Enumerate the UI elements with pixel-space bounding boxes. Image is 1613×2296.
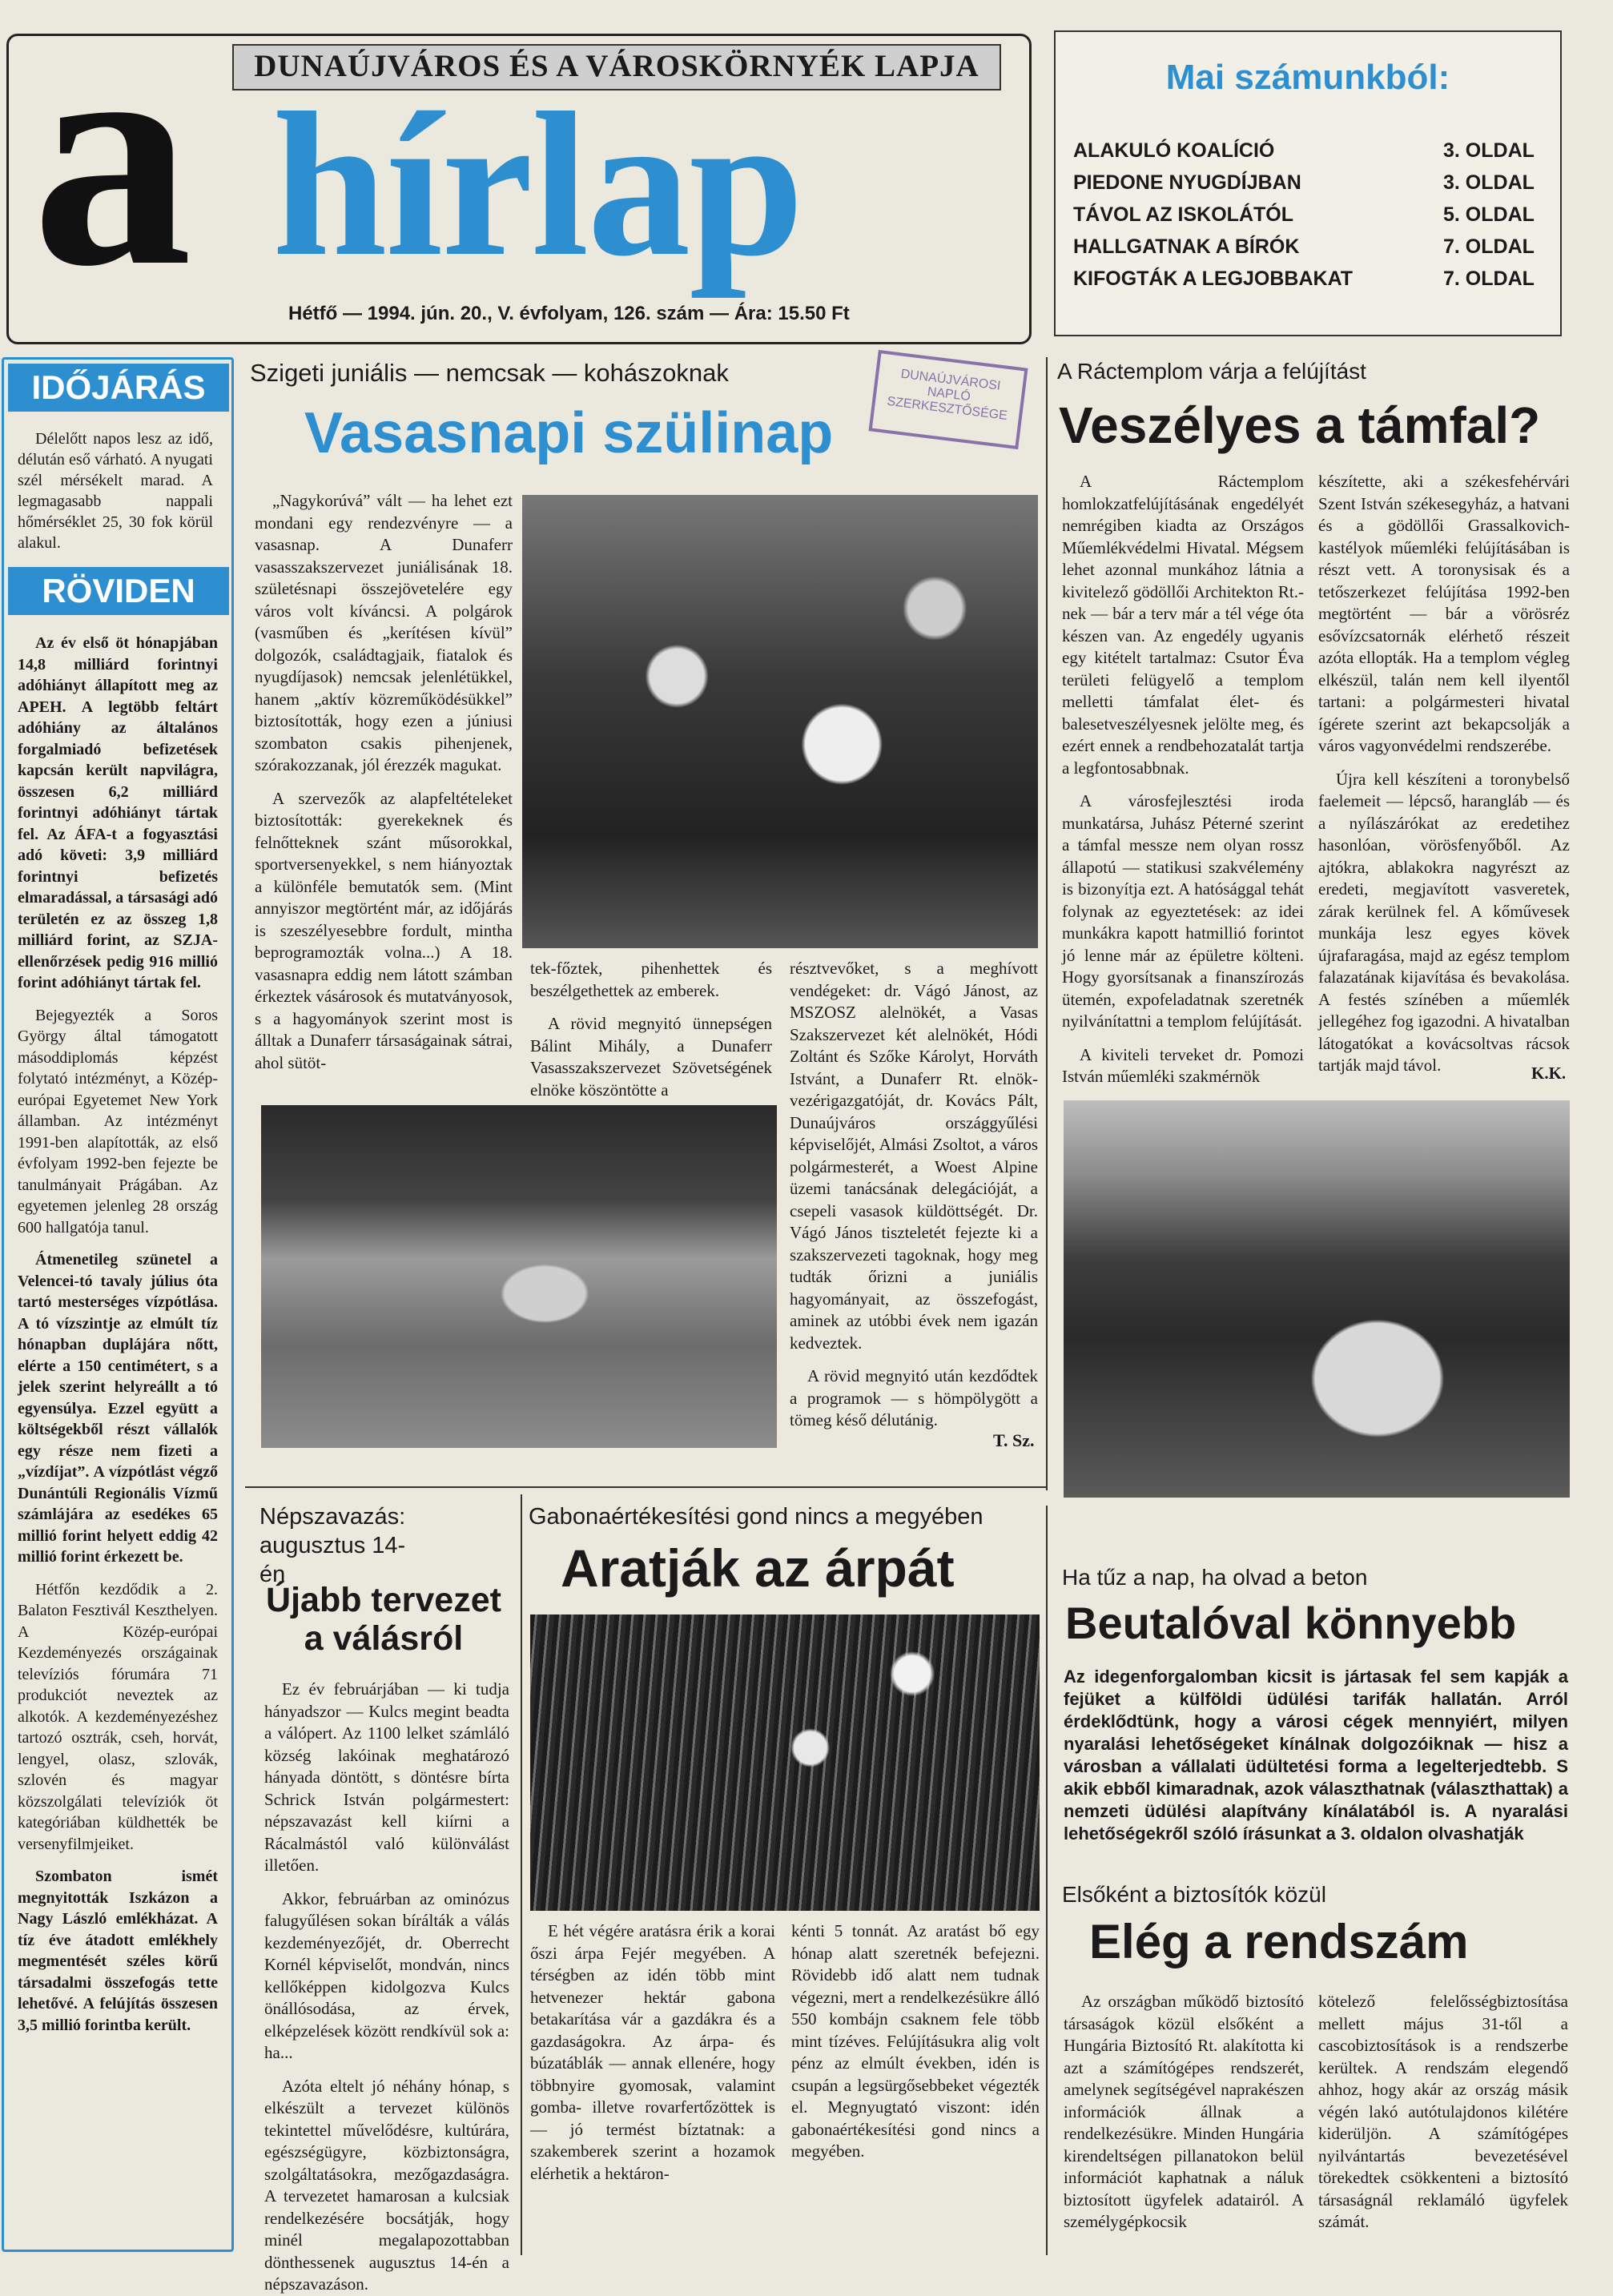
contents-item-page: 3. OLDAL bbox=[1443, 171, 1535, 194]
contents-item-page: 3. OLDAL bbox=[1443, 139, 1535, 162]
main-headline: Vasasnapi szülinap bbox=[304, 401, 834, 465]
brief-item: Bejegyezték a Soros György által támogatott másoddiplomás képzést folytató intézményt, a Közép-európai Egyetemet New York államban. Az intézményt 1991-ben alapították, az első évfolyam 1992-ben fejezte be tanulmányait Prágában. Az egyetemen jelenleg 28 ország 600 hallgatója tanul. bbox=[18, 1006, 218, 1236]
harvest-col2 bbox=[791, 1920, 1040, 2163]
insurance-col1 bbox=[1064, 1991, 1304, 2234]
main-paragraph: A szervezők az alapfeltételeket biztosították: gyerekeknek és felnőtteknek szánt műsorokkal, sportversenyekkel, s nem hiányoztak a különféle bemutatók sem. (Mint annyiszor megtörtént már, az időjárás is szeszélyesebbre fordult, mintha beprogramozták volna...) A 18. vasasnapra eddig nem látott számban érkeztek vásárosok és mutatványosok, s a hagyományok szerint most is álltak a Dunaferr társaságainak sátrai, ahol sütöt- bbox=[255, 788, 513, 1072]
insurance-paragraph: Az országban működő biztosító társaságok közül elsőként a Hungária Biztosító Rt. alakította ki azt a számítógépes rendszerét, amelynek segítségével naprakészen információk állnak a rendelkezésükre. Minden Hungária kirendeltségen pillanatokon belül információt kaphatnak a náluk biztosított ügyfelek adatairól. A személygépkocsik bbox=[1064, 1992, 1304, 2231]
vote-paragraph: Ez év februárjában — ki tudja hányadszor — Kulcs megint beadta a válópert. Az 1100 lelket számláló község lakóinak meghatározó hányada döntött, s döntésre bírta Schrick István polgármestert: népszavazást kell kiírni a Rácalmástól való különválást illetően. bbox=[264, 1679, 509, 1875]
church-photo bbox=[1064, 1100, 1570, 1498]
insurance-headline: Elég a rendszám bbox=[1089, 1915, 1469, 1968]
juniales-photo bbox=[522, 495, 1038, 948]
main-col3 bbox=[790, 958, 1038, 1432]
stamp-text: DUNAÚJVÁROSI NAPLÓ SZERKESZTŐSÉGE bbox=[886, 367, 1008, 424]
church-paragraph: készítette, aki a székesfehérvári Szent István székesegyház, a hatvani és a gödöllői Grassalkovich-kastélyok műemléki felújításában is részt vett. A toronysisak és a tetőszerkezet felújítása 1992-ben megtörtént — bár a vörösréz esővízcsatornák elérhető részeit azóta ellopták. Ha a templom végleg elkészül, talán nem kell ilyentől tartani: a polgármesteri hivatal ígérete szerint azt bekapcsolják a város vagyonvédelmi rendszerébe. bbox=[1318, 472, 1570, 755]
insurance-paragraph: kötelező felelősségbiztosítása mellett május 31-től a cascobiztosítások is a rendszerbe kerültek. A rendszám elegendő ahhoz, hogy akár az ország másik végén lakó autótulajdonos kilétére kiderüljön. A számítógépes nyilvántartás bevezetésével törekedtek csökkenteni a biztosító társaságnál reklamáló ügyfelek számát. bbox=[1318, 1992, 1568, 2231]
logo-word: hírlap bbox=[272, 70, 802, 299]
brief-item: Hétfőn kezdődik a 2. Balaton Fesztivál Keszthelyen. A Közép-európai Kezdeményezés országainak televíziós fórumára 71 produkciót neveztek az alkotók. A kezdeményezéshez tartozó osztrák, cseh, horvát, lengyel, olasz, szlovák, szlovén és magyar közszolgálati televíziók öt kategóriában küldhették be versenyfilmjeiket. bbox=[18, 1580, 218, 1853]
main-paragraph: „Nagykorúvá” vált — ha lehet ezt mondani egy rendezvényre — a vasasnap. A Dunaferr vasasszakszervezet juniálisának 18. születésnapi összejövetelére egy város volt kíváncsi. A polgárok (vasműben és „kerítésen kívül” dolgozók, családtagjaik, fiatalok és nyugdíjasok) nemcsak jelenlétükkel, hanem „aktív közreműködésükkel” biztosították, hogy ezen a júniusi szombaton csakis pihenjenek, szórakozzanak, jól érezzék magukat. bbox=[255, 491, 513, 774]
main-byline: T. Sz. bbox=[993, 1430, 1035, 1450]
weather-heading: IDŐJÁRÁS bbox=[8, 364, 229, 412]
contents-list bbox=[1073, 139, 1554, 300]
brief-list bbox=[18, 633, 218, 2036]
harvest-paragraph: kénti 5 tonnát. Az aratást bő egy hónap alatt szeretnék befejezni. Rövidebb idő alatt nem tudnak végezni, mert a rendelkezésükre álló 550 kombájn csaknem fele több mint tízéves. Felújításukra alig volt pénz az elmúlt években, idén is csupán a legsürgősebbeket végezték el. Megnyugtató viszont: idén gabonaértékesítési gond nincs a megyében. bbox=[791, 1921, 1040, 2161]
vote-headline: Újabb tervezet a válásról bbox=[266, 1581, 501, 1658]
contents-item[interactable] bbox=[1073, 171, 1554, 203]
column-rule bbox=[1046, 357, 1048, 1490]
contents-item[interactable] bbox=[1073, 203, 1554, 235]
insurance-col2 bbox=[1318, 1991, 1568, 2234]
logo-letter-a: a bbox=[32, 0, 192, 332]
contents-item-page: 5. OLDAL bbox=[1443, 203, 1535, 226]
contents-item[interactable] bbox=[1073, 267, 1554, 300]
travel-kicker: Ha tűz a nap, ha olvad a beton bbox=[1062, 1565, 1368, 1590]
church-paragraph: A kiviteli terveket dr. Pomozi István műemléki szakmérnök bbox=[1062, 1044, 1304, 1086]
church-kicker: A Ráctemplom várja a felújítást bbox=[1057, 359, 1366, 384]
brief-item: Átmenetileg szünetel a Velencei-tó tavaly július óta tartó mesterséges vízpótlása. A tó vízszintje az elmúlt tíz hónapban duplájára nőtt, elérte a 150 centimétert, s a jelek szerint helyreállt a tó egyensúlya. Ezzel együtt a költségekből részt vállalók egy része nem fizeti a „vízdíjat”. A vízpótlást végző Dunántúli Regionális Vízmű számlájára az esedékes 65 millió forint helyett eddig 42 millió forint érkezett be. bbox=[18, 1251, 218, 1566]
contents-item-title: ALAKULÓ KOALÍCIÓ bbox=[1073, 139, 1275, 162]
main-col2 bbox=[530, 958, 772, 1101]
main-paragraph: résztvevőket, s a meghívott vendégeket: dr. Vágó Jánost, az MSZOSZ alelnökét, a Vasas Szakszervezet két alelnökét, Hódi Zoltánt és Szőke Károlyt, Horváth Istvánt, a Dunaferr Rt. elnök-vezérigazgatóját, dr. Kovács Pált, Dunaújváros országgyűlési képviselőjét, Almási Zsoltot, a város polgármesterét, a Woest Alpine üzemi tanácsának delegációját, a csepeli vasasok küldöttségét. Dr. Vágó János tiszteletét fejezte ki a szakszervezeti tagoknak, hogy meg tudták őrizni a juniális hagyományait, az összefogást, aminek az utóbbi évek nem igazán kedveztek. bbox=[790, 959, 1038, 1353]
contents-item[interactable] bbox=[1073, 235, 1554, 267]
church-col2 bbox=[1318, 471, 1570, 1077]
brief-item: Az év első öt hónapjában 14,8 milliárd forintnyi adóhiányt állapított meg az APEH. A legtöbb feltárt adóhiány az általános forgalmiadó befizetések kapcsán került napvilágra, összesen 6,2 milliárd forintnyi adóhiányt tártak fel. Az ÁFA-t a fogyasztási adó követi: 3,9 milliárd forintnyi befizetés elmaradással, a társasági adó területén ez az összeg 1,8 milliárd forint, az SZJA-ellenőrzések pedig 916 millió forint adóhiányt tártak fel. bbox=[18, 634, 218, 991]
church-paragraph: Újra kell készíteni a toronybelső faelemeit — lépcső, harangláb — és a nyílászárókat az eredetihez hasonlóan, vörösfenyőből. Az ajtókra, ablakokra nagyrészt az eredeti, megjavított vasveretek, zárak kerülnek fel. A kőművesek munkája lesz egyes kövek újrafaragása, majd az egész templom falazatának kijavítása és bevakolása. A festés színében a műemlék jellegéhez fog igazodni. A hivatalban látogatókat a kovácsoltvas rácsok tartják majd távol. bbox=[1318, 769, 1570, 1075]
travel-headline: Beutalóval könnyebb bbox=[1065, 1598, 1517, 1648]
main-col1 bbox=[255, 490, 513, 1074]
church-paragraph: A Ráctemplom homlokzatfelújításának engedélyét nemrégiben kiadta az Országos Műemlékvédelmi Hivatal. Mégsem lehet azonnal munkához látnia a kivitelező gödöllői Architekton Rt.-nek — bár a terv már a tél vége óta készen van. Az engedély ugyanis egy kitételt tartalmaz: Csutor Éva területi felügyelő a templom melletti támfalat élet- és balesetveszélyesnek jelölte meg, és ezért ennek a rendbehozatalát tartja a legfontosabbnak. bbox=[1062, 472, 1304, 778]
vote-paragraph: Akkor, februárban az ominózus falugyűlésen sokan bírálták a válás kezdeményezőjét, dr. Oberrecht Kornél képviselőt, mondván, nincs kellőképpen kidolgozva Kulcs önállósodása, az érvek, elképzelések között rendkívül sok a: ha... bbox=[264, 1888, 509, 2062]
harvest-col1 bbox=[530, 1920, 775, 2185]
weather-text bbox=[18, 428, 213, 553]
church-paragraph: A városfejlesztési iroda munkatársa, Juhász Péterné szerint a támfal messze nem olyan rossz állapotú — statikusi szakvélemény is bizonyítja ezt. A hatósággal tehát folynak az egyeztetések: az idei munkákra kapott hatmillió forintot jó lenne már az épületre költeni. Hogy gyorsítsanak a finanszírozás ütemén, expofeladatnak szeretnék nyilvánítattni a templom felújítását. bbox=[1062, 791, 1304, 1031]
contents-item-title: KIFOGTÁK A LEGJOBBAKAT bbox=[1073, 267, 1354, 290]
section-rule bbox=[245, 1486, 1046, 1488]
vote-paragraph: Azóta eltelt jó néhány hónap, s elkészült a tervezet különös tekintettel művelődésre, kultúrára, egészségügyre, közbiztonságra, szolgáltatásokra, mezőgazdaságra. A tervezetet hamarosan a kulcsiak rendelkezésére bocsátják, hogy minél megalapozottabban dönthessenek augusztus 14-én a népszavazáson. bbox=[264, 2076, 509, 2294]
contents-item-title: TÁVOL AZ ISKOLÁTÓL bbox=[1073, 203, 1293, 226]
church-col1 bbox=[1062, 471, 1304, 1088]
vote-body bbox=[264, 1679, 509, 2296]
contents-item-page: 7. OLDAL bbox=[1443, 267, 1535, 290]
vote-kicker: Népszavazás: augusztus 14-én bbox=[259, 1504, 406, 1587]
contents-item-title: HALLGATNAK A BÍRÓK bbox=[1073, 235, 1300, 258]
church-byline: K.K. bbox=[1531, 1064, 1567, 1083]
issue-line: Hétfő — 1994. jún. 20., V. évfolyam, 126. szám — Ára: 15.50 Ft bbox=[288, 303, 850, 324]
contents-item-page: 7. OLDAL bbox=[1443, 235, 1535, 258]
harvest-headline: Aratják az árpát bbox=[561, 1538, 955, 1598]
main-paragraph: A rövid megnyitó után kezdődtek a programok — s hömpölygött a tömeg késő délutánig. bbox=[790, 1366, 1038, 1429]
insurance-kicker: Elsőként a biztosítók közül bbox=[1062, 1882, 1326, 1907]
contents-heading: Mai számunkból: bbox=[1165, 58, 1450, 97]
contents-item-title: PIEDONE NYUGDÍJBAN bbox=[1073, 171, 1301, 194]
tagline-text: DUNAÚJVÁROS ÉS A VÁROSKÖRNYÉK LAPJA bbox=[254, 49, 979, 83]
weather-paragraph: Délelőtt napos lesz az idő, délután eső várható. A nyugati szél mérsékelt marad. A legmagasabb nappali hőmérséklet 25, 30 fok körül alakul. bbox=[18, 430, 213, 552]
harvest-paragraph: E hét végére aratásra érik a korai őszi árpa Fejér megyében. A térségben az idén több mint hetvenezer hektár gabona betakarítása vár a gazdákra és a gazdaságokra. Az árpa- és búzatáblák — annak ellenére, hogy többnyire gyomosak, valamint gomba- illetve rovarfertőzöttek is — jó termést bíztatnak: a szakemberek szerint a hozamok elérhetik a hektáron- bbox=[530, 1921, 775, 2183]
main-kicker: Szigeti juniális — nemcsak — kohászoknak bbox=[250, 359, 729, 387]
contents-item[interactable] bbox=[1073, 139, 1554, 171]
festival-crowd-photo bbox=[261, 1105, 777, 1448]
main-paragraph: A rövid megnyitó ünnepségen Bálint Mihály, a Dunaferr Vasasszakszervezet Szövetségének elnöke köszöntötte a bbox=[530, 1014, 772, 1100]
brief-item: Szombaton ismét megnyitották Iszkázon a Nagy László emlékházat. A tíz éve átadott emlékhely megmentését széles körű társadalmi összefogás tette lehetővé. A felújítás összesen 3,5 millió forintba került. bbox=[18, 1868, 218, 2034]
wheat-photo bbox=[530, 1614, 1040, 1911]
harvest-kicker: Gabonaértékesítési gond nincs a megyében bbox=[529, 1504, 983, 1530]
column-rule bbox=[521, 1494, 522, 2255]
church-headline: Veszélyes a támfal? bbox=[1059, 396, 1541, 454]
column-rule bbox=[1046, 1506, 1048, 2255]
travel-lead: Az idegenforgalomban kicsit is jártasak fel sem kapják a fejüket a külföldi üdülési tarifák hallatán. Arról érdeklődtünk, hogy a városi cégek mennyiért, milyen nyaralási lehetőségeket kínálnak dolgozóiknak — hisz a városban a vállalati üdültetési forma a legelterjedtebb. S akik ebből kimaradnak, azok választhatnak (választhattak) a nemzeti üdülési alapítvány kínálatából is. A nyaralási lehetőségekről szóló írásunkat a 3. oldalon olvashatják bbox=[1064, 1667, 1568, 1844]
received-stamp bbox=[868, 350, 1028, 449]
brief-heading: RÖVIDEN bbox=[8, 567, 229, 615]
main-paragraph: tek-főztek, pihenhettek és beszélgethettek az emberek. bbox=[530, 959, 772, 1000]
